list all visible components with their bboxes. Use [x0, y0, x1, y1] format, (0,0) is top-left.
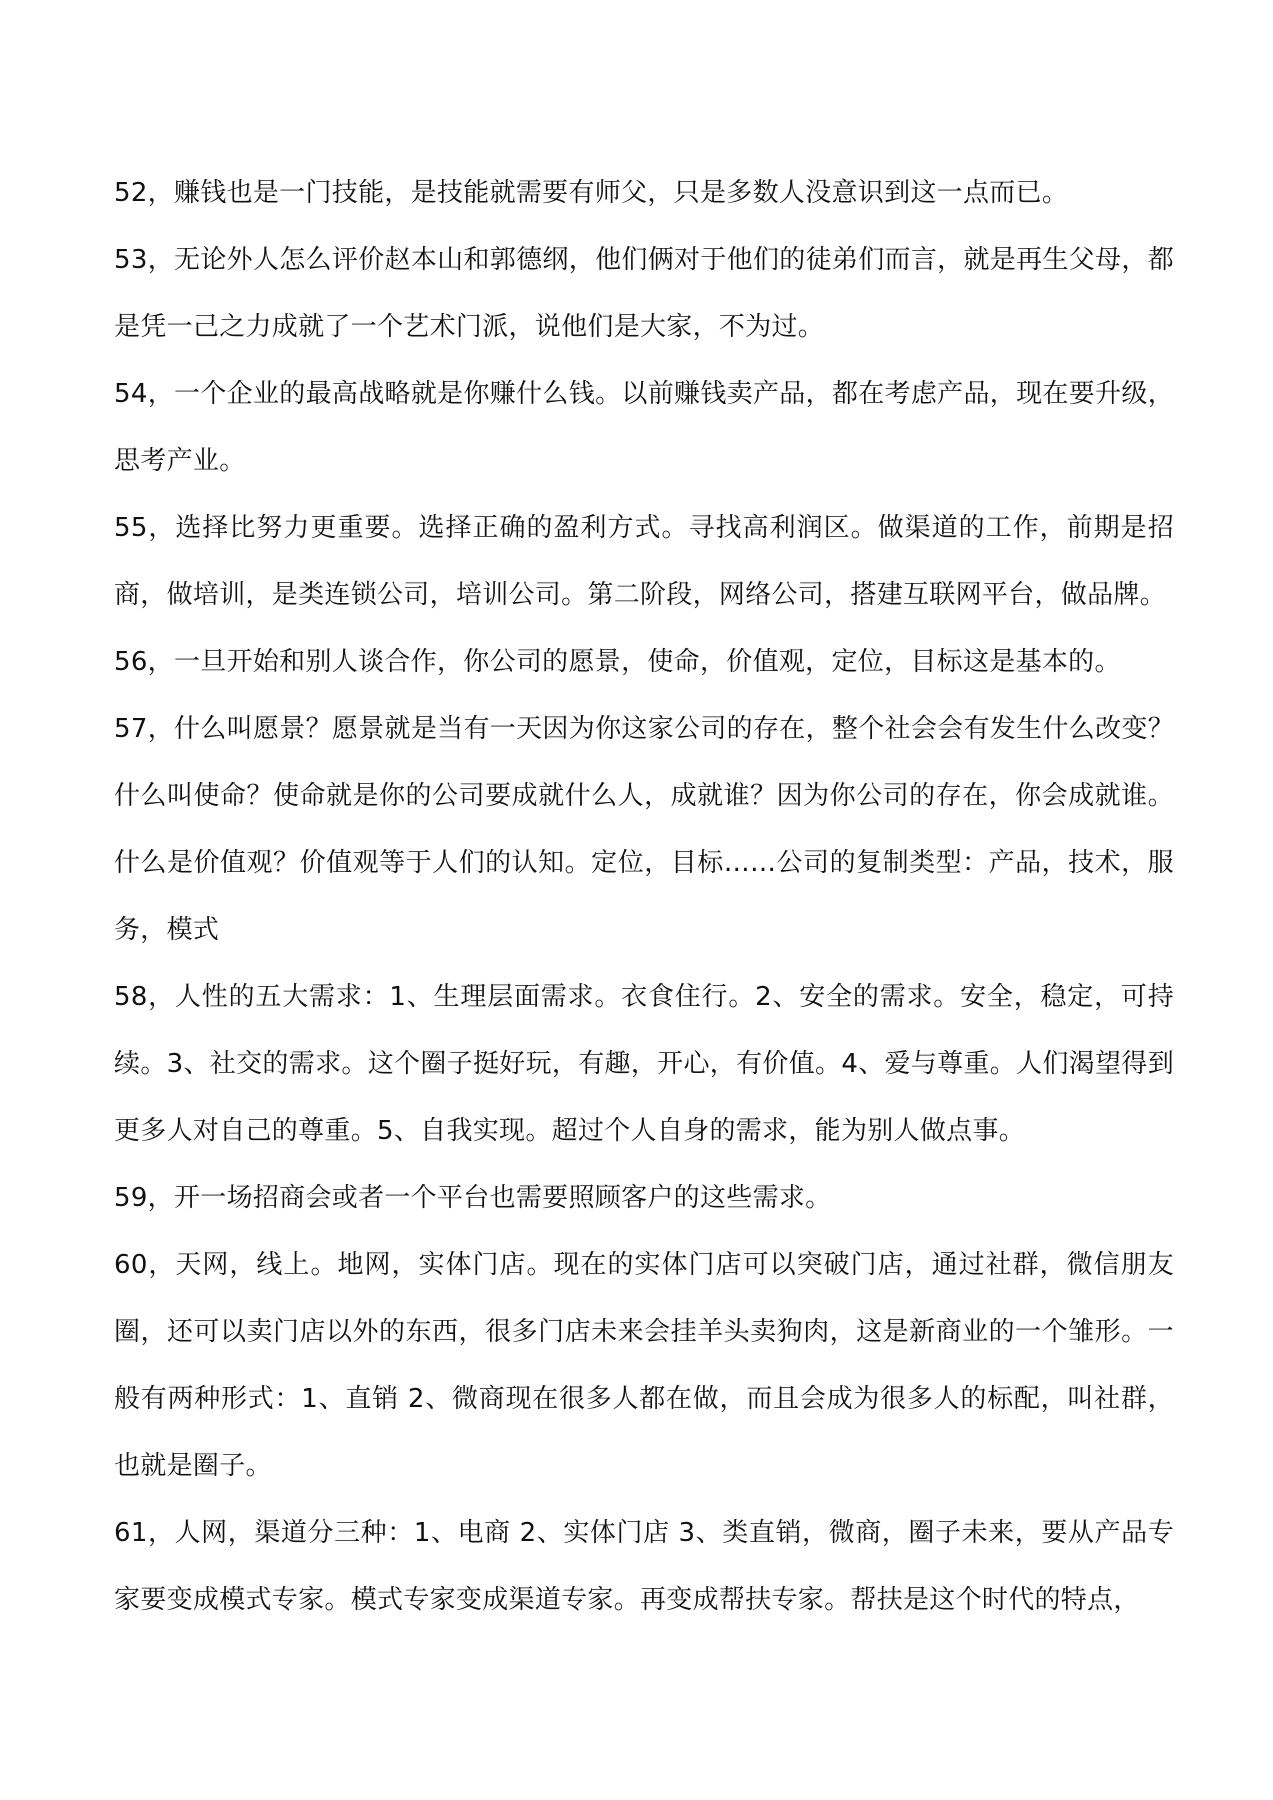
document-body — [114, 160, 1174, 1634]
paragraph-59: 59，开一场招商会或者一个平台也需要照顾客户的这些需求。 — [114, 1183, 832, 1213]
paragraph-57: 57，什么叫愿景？愿景就是当有一天因为你这家公司的存在，整个社会会有发生什么改变？什么叫使命？使命就是你的公司要成就什么人，成就谁？因为你公司的存在，你会成就谁。什么是价值观？价值观等于人们的认知。定位，目标……公司的复制类型：产品，技术，服务，模式 — [114, 714, 1174, 945]
paragraph-56: 56，一旦开始和别人谈合作，你公司的愿景，使命，价值观，定位，目标这是基本的。 — [114, 647, 1121, 677]
paragraph-54: 54，一个企业的最高战略就是你赚什么钱。以前赚钱卖产品，都在考虑产品，现在要升级，思考产业。 — [114, 379, 1174, 476]
paragraph-53: 53，无论外人怎么评价赵本山和郭德纲，他们俩对于他们的徒弟们而言，就是再生父母，都是凭一己之力成就了一个艺术门派，说他们是大家，不为过。 — [114, 245, 1174, 342]
paragraph-55: 55，选择比努力更重要。选择正确的盈利方式。寻找高利润区。做渠道的工作，前期是招商，做培训，是类连锁公司，培训公司。第二阶段，网络公司，搭建互联网平台，做品牌。 — [114, 513, 1174, 610]
paragraph-60: 60，天网，线上。地网，实体门店。现在的实体门店可以突破门店，通过社群，微信朋友圈，还可以卖门店以外的东西，很多门店未来会挂羊头卖狗肉，这是新商业的一个雏形。一般有两种形式：1、直销 2、微商现在很多人都在做，而且会成为很多人的标配，叫社群，也就是圈子。 — [114, 1250, 1174, 1481]
paragraph-58: 58，人性的五大需求：1、生理层面需求。衣食住行。2、安全的需求。安全，稳定，可持续。3、社交的需求。这个圈子挺好玩，有趣，开心，有价值。4、爱与尊重。人们渴望得到更多人对自己的尊重。5、自我实现。超过个人自身的需求，能为别人做点事。 — [114, 982, 1174, 1146]
paragraph-61: 61，人网，渠道分三种：1、电商 2、实体门店 3、类直销，微商，圈子未来，要从产品专家要变成模式专家。模式专家变成渠道专家。再变成帮扶专家。帮扶是这个时代的特点， — [114, 1518, 1174, 1615]
paragraph-52: 52，赚钱也是一门技能，是技能就需要有师父，只是多数人没意识到这一点而已。 — [114, 178, 1069, 208]
